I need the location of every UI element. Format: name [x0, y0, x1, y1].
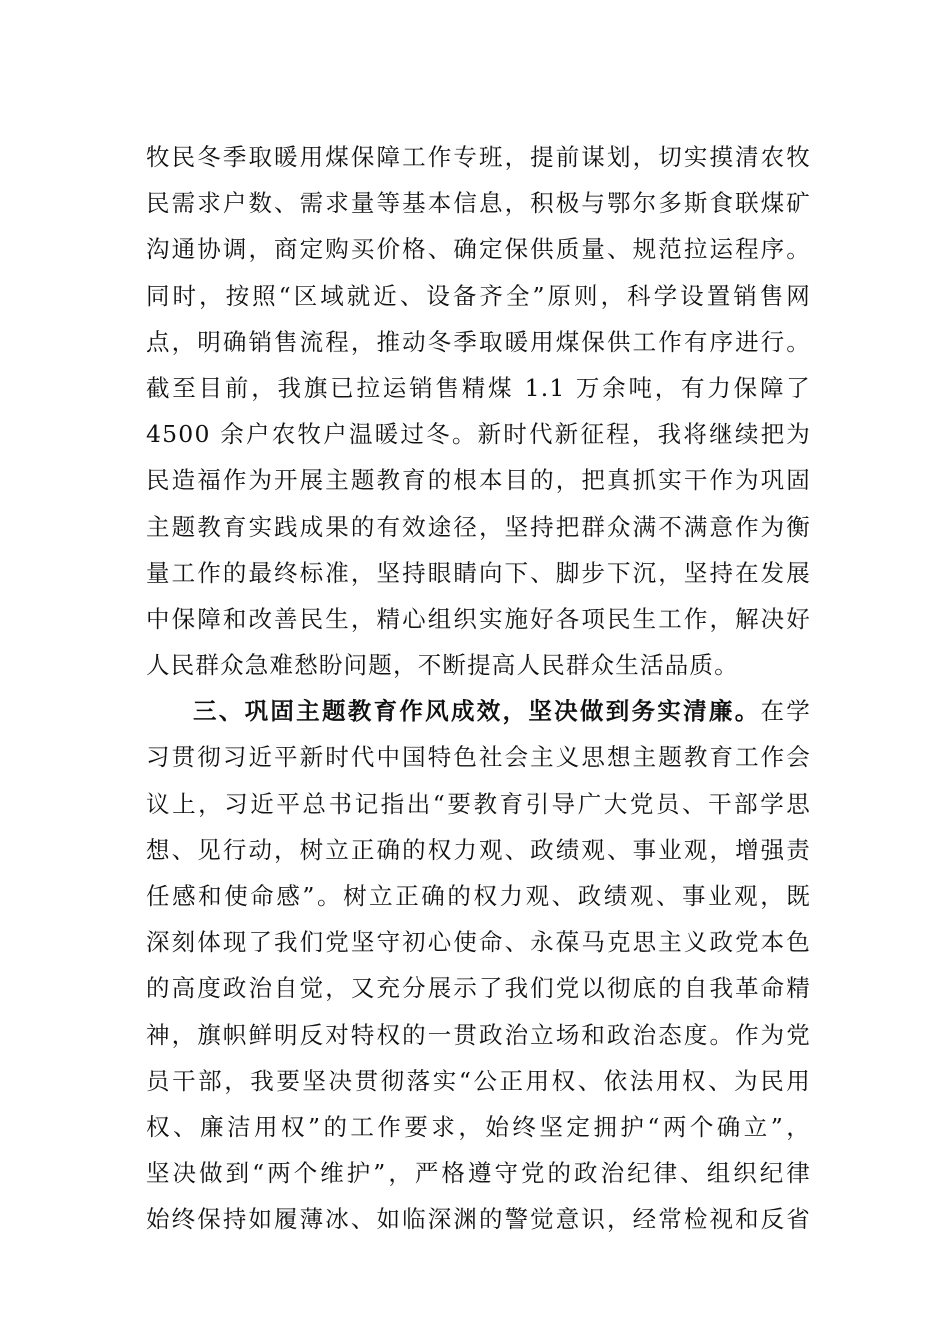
text-line: 习贯彻习近平新时代中国特色社会主义思想主题教育工作会 [146, 743, 811, 772]
document-body [146, 134, 811, 1243]
text-line: 员干部，我要坚决贯彻落实“公正用权、依法用权、为民用 [146, 1066, 811, 1095]
text-line: 点，明确销售流程，推动冬季取暖用煤保供工作有序进行。 [146, 327, 811, 356]
section-heading-line [146, 688, 811, 734]
text-line: 沟通协调，商定购买价格、确定保供质量、规范拉运程序。 [146, 235, 811, 264]
text-line: 深刻体现了我们党坚守初心使命、永葆马克思主义政党本色 [146, 928, 811, 957]
text-line: 的高度政治自觉，又充分展示了我们党以彻底的自我革命精 [146, 974, 811, 1003]
text-line: 中保障和改善民生，精心组织实施好各项民生工作，解决好 [146, 604, 811, 633]
text-line: 4500 余户农牧户温暖过冬。新时代新征程，我将继续把为 [146, 420, 811, 449]
text-line: 坚决做到“两个维护”，严格遵守党的政治纪律、组织纪律 [146, 1159, 811, 1188]
text-line: 民需求户数、需求量等基本信息，积极与鄂尔多斯食联煤矿 [146, 189, 811, 218]
text-line: 牧民冬季取暖用煤保障工作专班，提前谋划，切实摸清农牧 [146, 143, 811, 171]
text-line: 始终保持如履薄冰、如临深渊的警觉意识，经常检视和反省 [146, 1205, 811, 1234]
text-line: 截至目前，我旗已拉运销售精煤 1.1 万余吨，有力保障了 [146, 373, 811, 402]
text-line: 民造福作为开展主题教育的根本目的，把真抓实干作为巩固 [146, 466, 811, 495]
text-line: 权、廉洁用权”的工作要求，始终坚定拥护“两个确立”， [146, 1112, 811, 1141]
text-line: 主题教育实践成果的有效途径，坚持把群众满不满意作为衡 [146, 512, 811, 541]
text-line: 人民群众急难愁盼问题，不断提高人民群众生活品质。 [146, 651, 739, 680]
section-heading: 三、巩固主题教育作风成效，坚决做到务实清廉。 [193, 697, 761, 726]
text-line: 议上，习近平总书记指出“要教育引导广大党员、干部学思 [146, 789, 811, 818]
text-line: 神，旗帜鲜明反对特权的一贯政治立场和政治态度。作为党 [146, 1020, 811, 1049]
text-line: 任感和使命感”。树立正确的权力观、政绩观、事业观，既 [146, 882, 811, 910]
text-line: 同时，按照“区域就近、设备齐全”原则，科学设置销售网 [146, 281, 811, 310]
section-first-line-rest: 在学 [760, 697, 811, 726]
text-line: 量工作的最终标准，坚持眼睛向下、脚步下沉，坚持在发展 [146, 558, 811, 587]
text-line: 想、见行动，树立正确的权力观、政绩观、事业观，增强责 [146, 835, 811, 864]
